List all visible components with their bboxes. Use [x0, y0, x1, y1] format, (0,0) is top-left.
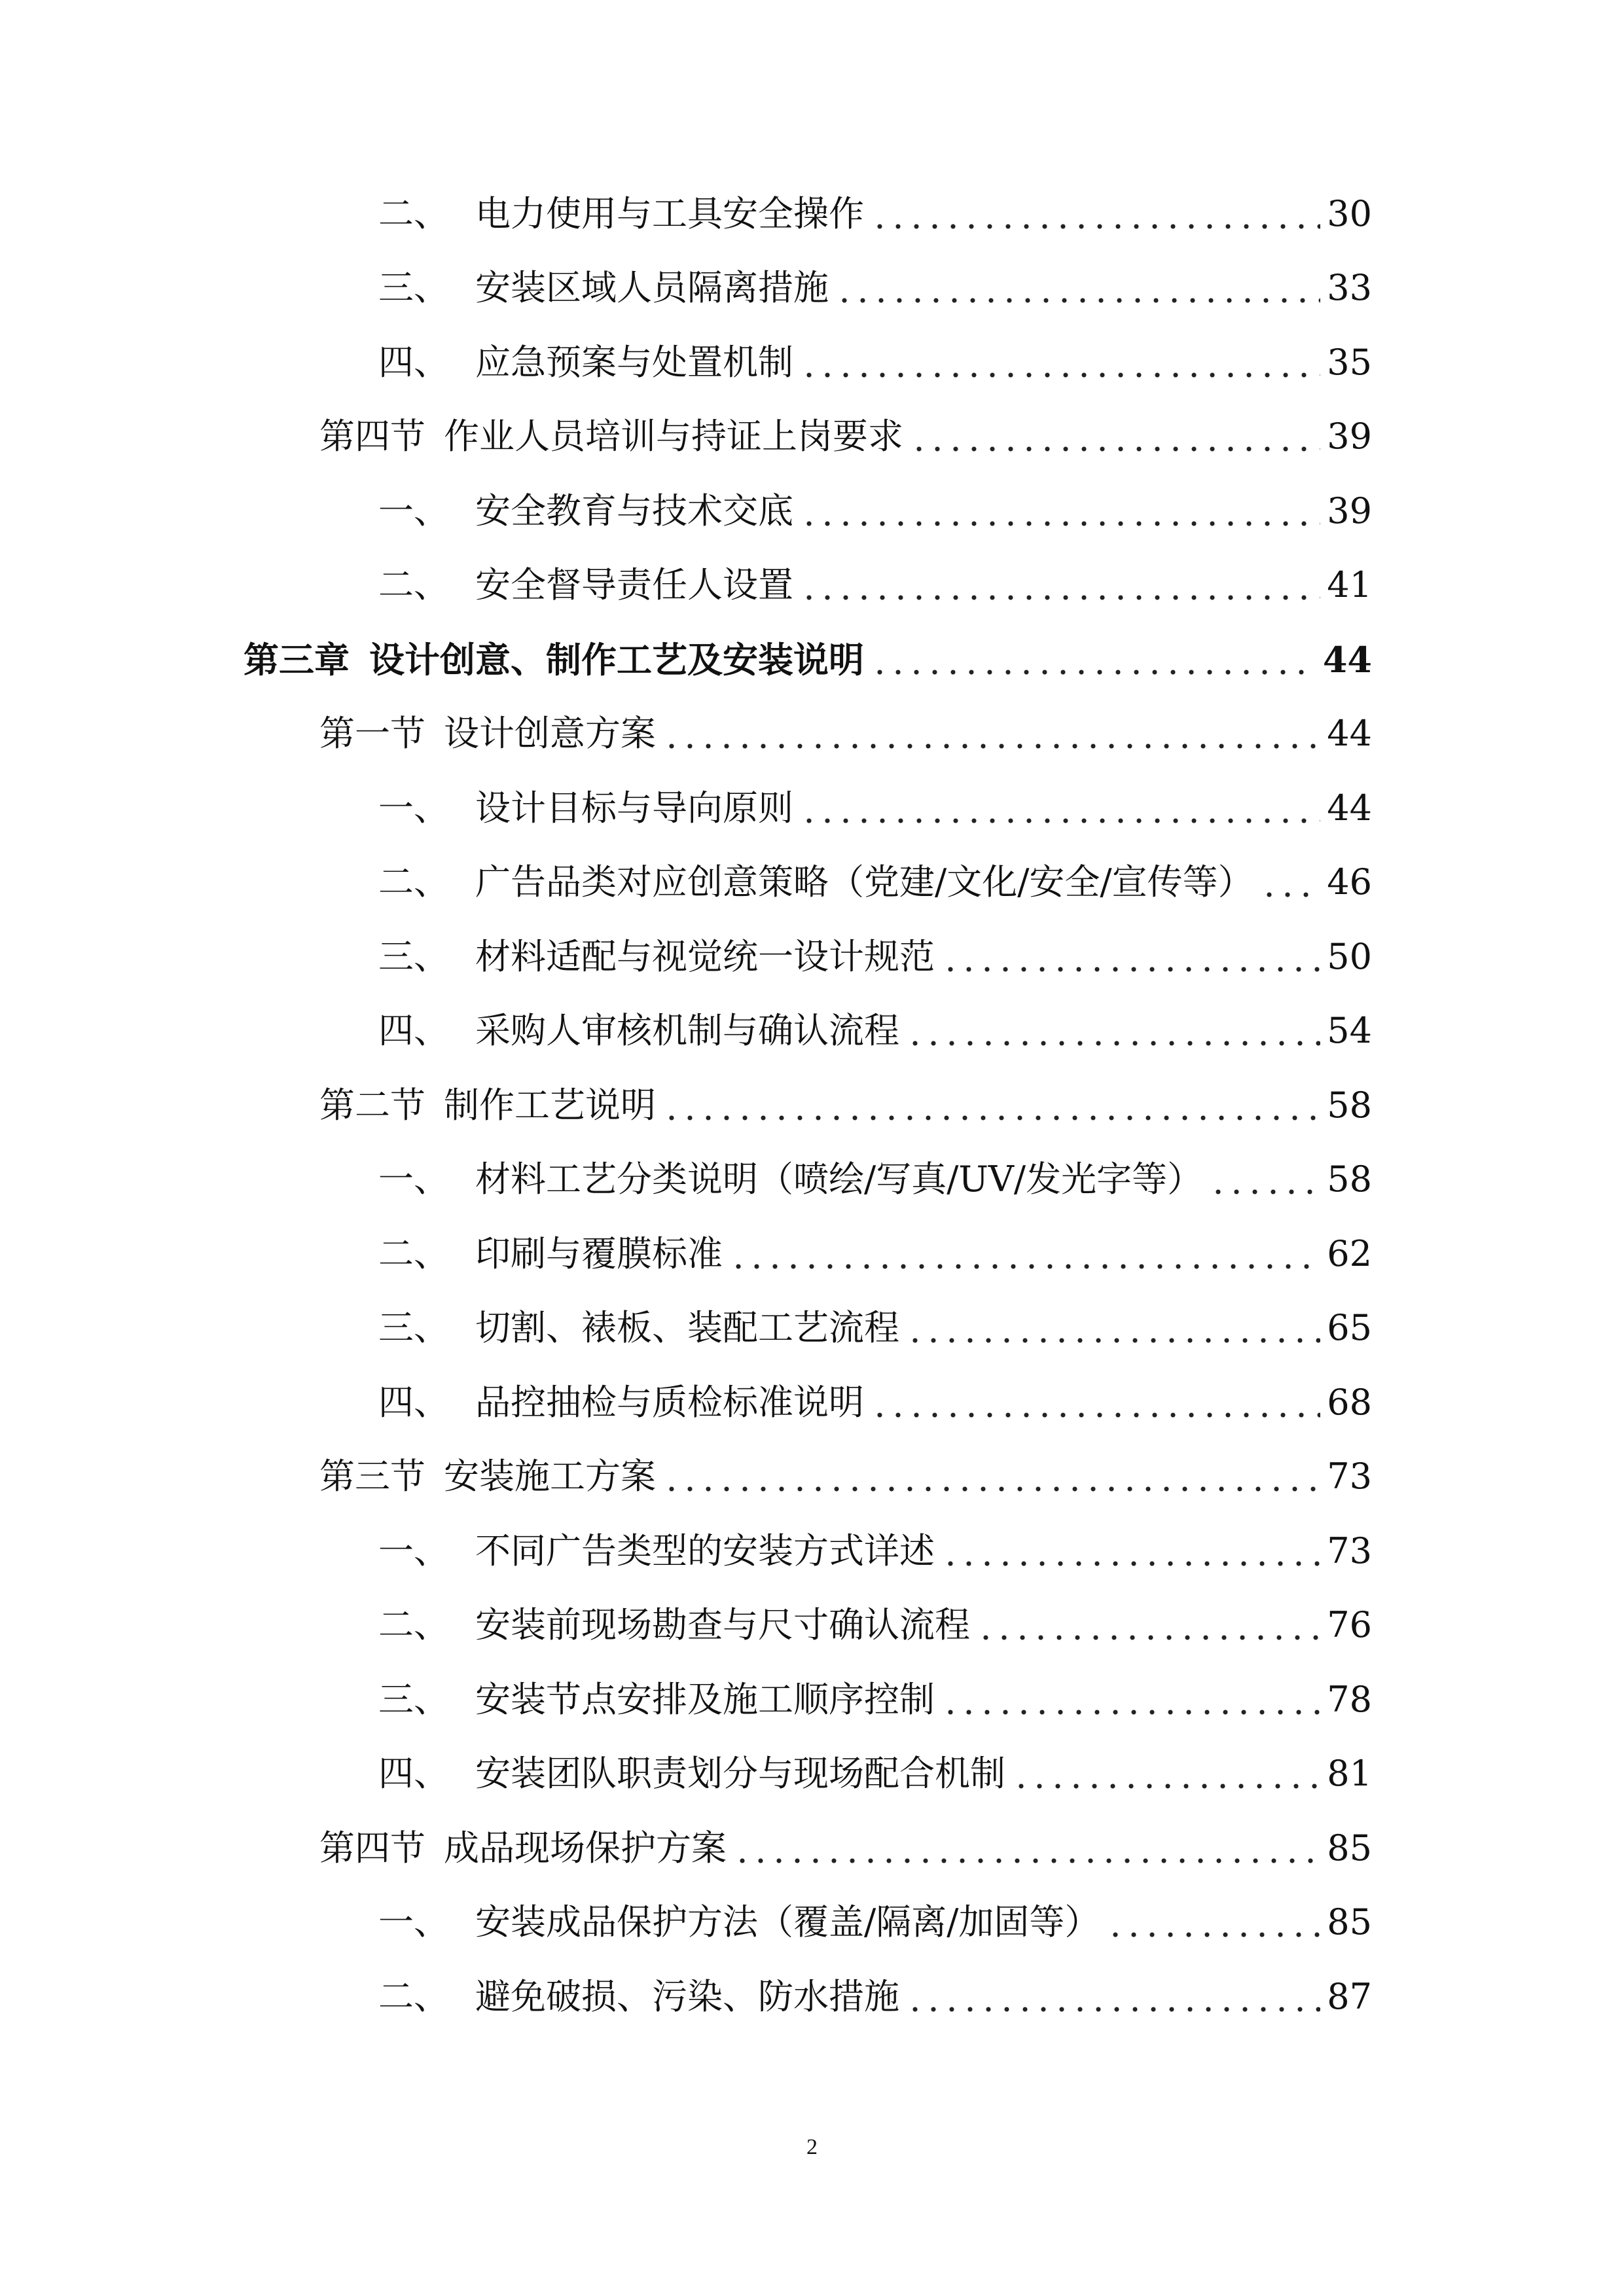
toc-entry-page-number: 54: [1327, 1010, 1372, 1052]
toc-entry-marker: 三、: [378, 1678, 449, 1720]
toc-entry-page-number: 76: [1327, 1604, 1372, 1646]
toc-entry-marker: 二、: [378, 1975, 449, 2017]
toc-dot-leader: [733, 1831, 1320, 1866]
toc-entry[interactable]: [0, 1811, 1624, 1886]
toc-entry-title: 品控抽检与质检标准说明: [475, 1381, 864, 1423]
toc-entry-page-number: 62: [1327, 1232, 1372, 1274]
toc-entry[interactable]: [0, 251, 1624, 326]
toc-entry-page-number: 46: [1327, 861, 1372, 903]
toc-entry-title: 广告品类对应创意策略（党建/文化/安全/宣传等）: [475, 861, 1254, 903]
toc-entry[interactable]: [0, 1365, 1624, 1440]
toc-entry-page-number: 30: [1327, 192, 1372, 234]
toc-entry-page-number: 85: [1327, 1827, 1372, 1869]
toc-entry-title: 设计创意方案: [444, 713, 656, 755]
toc-entry-marker: 二、: [378, 192, 449, 234]
toc-entry-marker: 二、: [378, 564, 449, 606]
toc-entry-title: 设计目标与导向原则: [475, 787, 793, 829]
toc-entry[interactable]: [0, 1143, 1624, 1217]
toc-dot-leader: [977, 1607, 1320, 1643]
toc-entry[interactable]: [0, 325, 1624, 400]
toc-dot-leader: [729, 1236, 1320, 1272]
toc-entry-title: 安全教育与技术交底: [475, 490, 793, 531]
toc-entry-title: 安装施工方案: [444, 1456, 656, 1498]
toc-entry[interactable]: [0, 771, 1624, 846]
toc-dot-leader: [941, 1534, 1320, 1569]
toc-dot-leader: [1106, 1905, 1320, 1940]
toc-entry-page-number: 50: [1327, 935, 1372, 977]
toc-entry-page-number: 73: [1327, 1530, 1372, 1571]
toc-entry[interactable]: [0, 697, 1624, 772]
table-of-contents: [0, 177, 1624, 2034]
toc-entry-title: 避免破损、污染、防水措施: [475, 1975, 899, 2017]
toc-dot-leader: [906, 1013, 1320, 1049]
toc-dot-leader: [871, 642, 1316, 677]
toc-entry-title: 安装成品保护方法（覆盖/隔离/加固等）: [475, 1901, 1100, 1943]
toc-entry[interactable]: [0, 1440, 1624, 1515]
toc-dot-leader: [941, 939, 1320, 975]
toc-entry-title: 采购人审核机制与确认流程: [475, 1010, 899, 1052]
toc-dot-leader: [910, 419, 1320, 454]
toc-entry[interactable]: [0, 177, 1624, 251]
toc-dot-leader: [662, 1459, 1320, 1494]
toc-entry-page-number: 41: [1327, 564, 1372, 606]
toc-entry[interactable]: [0, 1737, 1624, 1812]
footer-page-number: 2: [806, 2135, 818, 2159]
toc-dot-leader: [906, 1979, 1320, 2015]
toc-entry-title: 切割、裱板、装配工艺流程: [475, 1307, 899, 1349]
toc-entry[interactable]: [0, 1068, 1624, 1143]
toc-dot-leader: [662, 1088, 1320, 1123]
toc-entry-title: 安装前现场勘查与尺寸确认流程: [475, 1604, 970, 1646]
toc-entry[interactable]: [0, 622, 1624, 697]
toc-entry[interactable]: [0, 1886, 1624, 1960]
toc-dot-leader: [906, 1310, 1320, 1346]
toc-dot-leader: [941, 1682, 1320, 1717]
toc-entry[interactable]: [0, 1662, 1624, 1737]
toc-dot-leader: [1209, 1162, 1320, 1197]
toc-entry-page-number: 85: [1327, 1901, 1372, 1943]
toc-entry-marker: 第四节: [319, 416, 425, 457]
toc-entry-page-number: 58: [1327, 1084, 1372, 1126]
toc-entry[interactable]: [0, 474, 1624, 548]
toc-entry[interactable]: [0, 846, 1624, 920]
toc-dot-leader: [662, 716, 1320, 751]
toc-entry-page-number: 35: [1327, 341, 1372, 383]
toc-dot-leader: [871, 196, 1320, 232]
toc-dot-leader: [800, 791, 1320, 826]
toc-entry-page-number: 65: [1327, 1307, 1372, 1349]
toc-entry[interactable]: [0, 1588, 1624, 1663]
toc-entry-marker: 一、: [378, 1901, 449, 1943]
toc-entry-title: 材料适配与视觉统一设计规范: [475, 935, 935, 977]
toc-entry-title: 设计创意、制作工艺及安装说明: [369, 638, 864, 681]
toc-entry-marker: 二、: [378, 1232, 449, 1274]
toc-dot-leader: [1260, 865, 1321, 900]
toc-entry-title: 应急预案与处置机制: [475, 341, 793, 383]
toc-entry-title: 印刷与覆膜标准: [475, 1232, 723, 1274]
toc-entry-marker: 三、: [378, 1307, 449, 1349]
toc-entry-marker: 第三节: [319, 1456, 425, 1498]
toc-dot-leader: [871, 1385, 1320, 1420]
toc-entry-title: 安装区域人员隔离措施: [475, 267, 829, 309]
toc-entry-marker: 三、: [378, 935, 449, 977]
toc-dot-leader: [800, 567, 1320, 603]
toc-entry[interactable]: [0, 1217, 1624, 1291]
toc-entry-marker: 一、: [378, 1158, 449, 1200]
toc-entry-page-number: 68: [1327, 1381, 1372, 1423]
toc-entry[interactable]: [0, 548, 1624, 623]
toc-entry[interactable]: [0, 1514, 1624, 1588]
toc-entry-marker: 四、: [378, 1381, 449, 1423]
toc-entry-page-number: 44: [1322, 638, 1372, 681]
toc-dot-leader: [835, 270, 1320, 306]
toc-entry[interactable]: [0, 400, 1624, 475]
toc-entry-title: 安装节点安排及施工顺序控制: [475, 1678, 935, 1720]
toc-entry-marker: 一、: [378, 1530, 449, 1571]
toc-entry-marker: 二、: [378, 1604, 449, 1646]
toc-entry-page-number: 73: [1327, 1456, 1372, 1498]
toc-entry-marker: 四、: [378, 1010, 449, 1052]
toc-entry-page-number: 44: [1327, 713, 1372, 755]
toc-entry-marker: 第一节: [319, 713, 425, 755]
toc-entry-title: 作业人员培训与持证上岗要求: [444, 416, 903, 457]
toc-entry-title: 材料工艺分类说明（喷绘/写真/UV/发光字等）: [475, 1158, 1203, 1200]
toc-entry[interactable]: [0, 1960, 1624, 2034]
toc-entry-page-number: 81: [1327, 1753, 1372, 1795]
toc-entry-marker: 二、: [378, 861, 449, 903]
toc-entry-title: 制作工艺说明: [444, 1084, 656, 1126]
toc-entry-marker: 三、: [378, 267, 449, 309]
toc-entry-marker: 四、: [378, 1753, 449, 1795]
toc-dot-leader: [800, 345, 1320, 380]
toc-entry-title: 安装团队职责划分与现场配合机制: [475, 1753, 1005, 1795]
toc-entry-marker: 一、: [378, 490, 449, 531]
toc-entry-marker: 四、: [378, 341, 449, 383]
toc-entry-marker: 一、: [378, 787, 449, 829]
toc-entry-marker: 第二节: [319, 1084, 425, 1126]
toc-entry-page-number: 44: [1327, 787, 1372, 829]
toc-dot-leader: [800, 493, 1320, 529]
toc-entry-page-number: 58: [1327, 1158, 1372, 1200]
toc-entry-page-number: 39: [1327, 490, 1372, 531]
toc-entry-page-number: 39: [1327, 416, 1372, 457]
toc-entry-marker: 第四节: [319, 1827, 425, 1869]
toc-entry-marker: 第三章: [244, 638, 350, 681]
toc-entry-page-number: 87: [1327, 1975, 1372, 2017]
toc-entry[interactable]: [0, 920, 1624, 994]
toc-entry-title: 电力使用与工具安全操作: [475, 192, 864, 234]
toc-entry-title: 成品现场保护方案: [444, 1827, 727, 1869]
toc-entry[interactable]: [0, 994, 1624, 1069]
toc-entry-title: 不同广告类型的安装方式详述: [475, 1530, 935, 1571]
toc-entry-page-number: 33: [1327, 267, 1372, 309]
toc-entry-title: 安全督导责任人设置: [475, 564, 793, 606]
toc-entry-page-number: 78: [1327, 1678, 1372, 1720]
toc-entry[interactable]: [0, 1291, 1624, 1366]
toc-dot-leader: [1012, 1756, 1320, 1791]
